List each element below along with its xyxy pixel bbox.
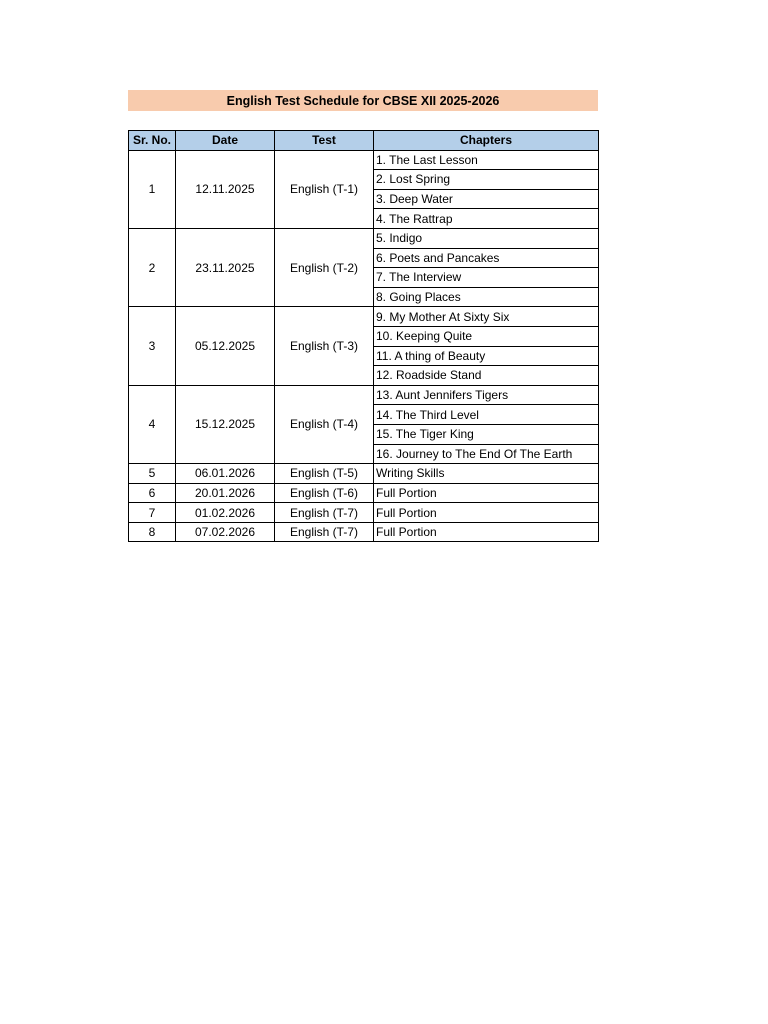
chapter-cell: 9. My Mother At Sixty Six: [374, 307, 599, 327]
chapter-cell: 13. Aunt Jennifers Tigers: [374, 385, 599, 405]
table-row: [129, 522, 599, 542]
header-chapters: Chapters: [374, 131, 599, 151]
test-cell: English (T-5): [275, 464, 374, 484]
schedule-title: [128, 90, 598, 111]
date-cell: 06.01.2026: [176, 464, 275, 484]
schedule-table: [128, 130, 599, 542]
header-date: Date: [176, 131, 275, 151]
test-cell: English (T-7): [275, 503, 374, 523]
sr-no-cell: 4: [129, 385, 176, 463]
date-cell: 07.02.2026: [176, 522, 275, 542]
chapter-cell: Writing Skills: [374, 464, 599, 484]
table-row: [129, 503, 599, 523]
chapter-cell: 16. Journey to The End Of The Earth: [374, 444, 599, 464]
chapter-cell: 5. Indigo: [374, 228, 599, 248]
schedule-title-text: English Test Schedule for CBSE XII 2025-2026: [226, 93, 500, 108]
test-cell: English (T-2): [275, 228, 374, 306]
test-cell: English (T-1): [275, 150, 374, 228]
sr-no-cell: 7: [129, 503, 176, 523]
chapter-cell: 7. The Interview: [374, 268, 599, 288]
chapter-cell: 12. Roadside Stand: [374, 366, 599, 386]
date-cell: 15.12.2025: [176, 385, 275, 463]
chapter-cell: 2. Lost Spring: [374, 170, 599, 190]
chapter-cell: Full Portion: [374, 522, 599, 542]
chapter-cell: 15. The Tiger King: [374, 424, 599, 444]
chapter-cell: 10. Keeping Quite: [374, 326, 599, 346]
chapter-cell: Full Portion: [374, 503, 599, 523]
date-cell: 05.12.2025: [176, 307, 275, 385]
header-row: [129, 131, 599, 151]
table-row: [129, 228, 599, 248]
table-row: [129, 483, 599, 503]
header-test: Test: [275, 131, 374, 151]
chapter-cell: 6. Poets and Pancakes: [374, 248, 599, 268]
date-cell: 20.01.2026: [176, 483, 275, 503]
sr-no-cell: 6: [129, 483, 176, 503]
test-cell: English (T-3): [275, 307, 374, 385]
sr-no-cell: 1: [129, 150, 176, 228]
date-cell: 01.02.2026: [176, 503, 275, 523]
header-sr-no: Sr. No.: [129, 131, 176, 151]
date-cell: 12.11.2025: [176, 150, 275, 228]
sr-no-cell: 5: [129, 464, 176, 484]
chapter-cell: 1. The Last Lesson: [374, 150, 599, 170]
test-cell: English (T-4): [275, 385, 374, 463]
chapter-cell: 8. Going Places: [374, 287, 599, 307]
chapter-cell: 3. Deep Water: [374, 189, 599, 209]
table-row: [129, 385, 599, 405]
chapter-cell: 14. The Third Level: [374, 405, 599, 425]
chapter-cell: 4. The Rattrap: [374, 209, 599, 229]
test-cell: English (T-7): [275, 522, 374, 542]
sr-no-cell: 8: [129, 522, 176, 542]
sr-no-cell: 2: [129, 228, 176, 306]
sr-no-cell: 3: [129, 307, 176, 385]
date-cell: 23.11.2025: [176, 228, 275, 306]
chapter-cell: Full Portion: [374, 483, 599, 503]
test-cell: English (T-6): [275, 483, 374, 503]
table-row: [129, 307, 599, 327]
chapter-cell: 11. A thing of Beauty: [374, 346, 599, 366]
table-row: [129, 150, 599, 170]
table-row: [129, 464, 599, 484]
